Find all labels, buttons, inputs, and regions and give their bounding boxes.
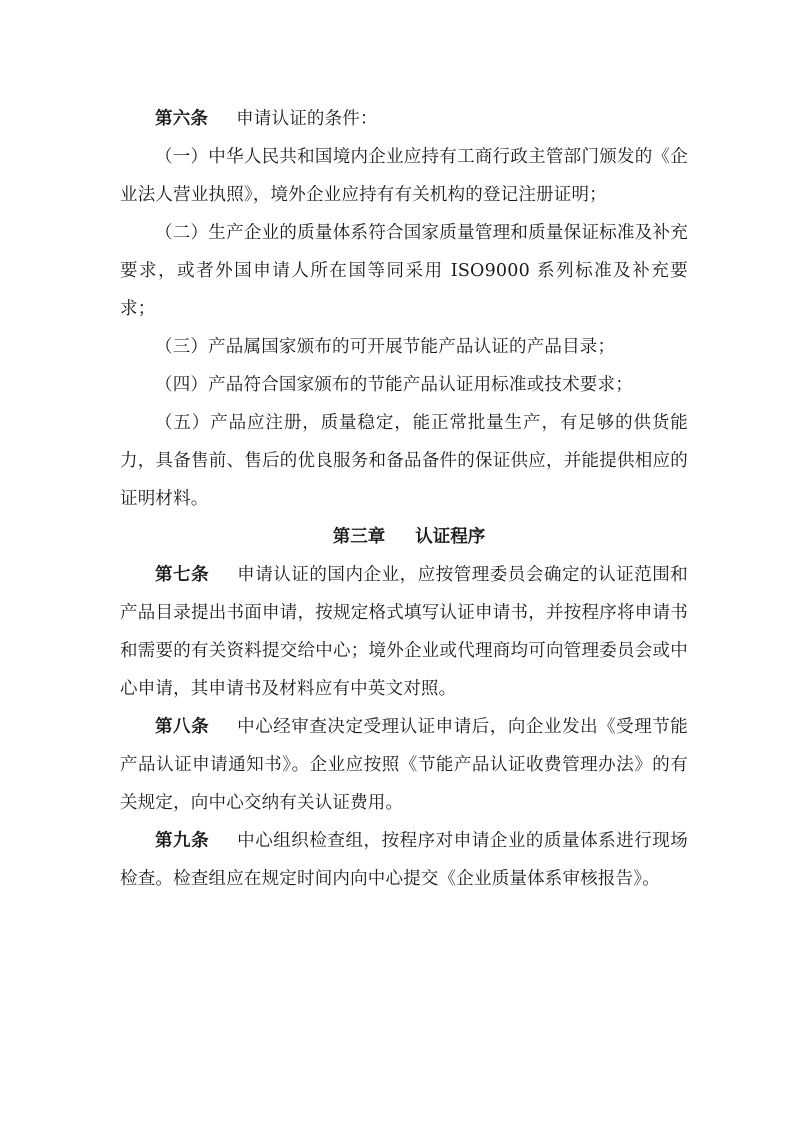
article-text: 申请认证的条件： [236, 109, 378, 129]
document-page [120, 100, 688, 898]
condition-item: （四）产品符合国家颁布的节能产品认证用标准或技术要求； [155, 375, 633, 395]
article-text: 中心经审查决定受理认证申请后，向企业发出《受理节能产品认证申请通知书》。企业应按照《节能产品认证收费管理办法》的有关规定，向中心交纳有关认证费用。 [120, 717, 689, 813]
condition-item: （五）产品应注册，质量稳定，能正常批量生产，有足够的供货能力，具备售前、售后的优良服务和备品备件的保证供应，并能提供相应的证明材料。 [120, 413, 688, 509]
article-6 [120, 100, 688, 138]
article-number: 第七条 [155, 565, 210, 585]
chapter-heading [120, 518, 688, 556]
chapter-number: 第三章 [332, 527, 386, 547]
article-9 [120, 822, 688, 898]
article-text: 申请认证的国内企业，应按管理委员会确定的认证范围和产品目录提出书面申请，按规定格式填写认证申请书，并按程序将申请书和需要的有关资料提交给中心；境外企业或代理商均可向管理委员会或中心申请，其申请书及材料应有中英文对照。 [120, 565, 689, 699]
article-text: 中心组织检查组，按程序对申请企业的质量体系进行现场检查。检查组应在规定时间内向中心提交《企业质量体系审核报告》。 [120, 831, 689, 889]
article-8 [120, 708, 688, 822]
article-number: 第六条 [155, 109, 209, 129]
article-7 [120, 556, 688, 708]
condition-item: （二）生产企业的质量体系符合国家质量管理和质量保证标准及补充要求，或者外国申请人所在国等同采用 ISO9000 系列标准及补充要求； [120, 223, 688, 319]
chapter-title: 认证程序 [415, 527, 486, 547]
article-number: 第八条 [155, 717, 210, 737]
condition-item: （一）中华人民共和国境内企业应持有工商行政主管部门颁发的《企业法人营业执照》，境外企业应持有有关机构的登记注册证明； [120, 147, 688, 205]
condition-item: （三）产品属国家颁布的可开展节能产品认证的产品目录； [155, 337, 616, 357]
article-number: 第九条 [155, 831, 210, 851]
